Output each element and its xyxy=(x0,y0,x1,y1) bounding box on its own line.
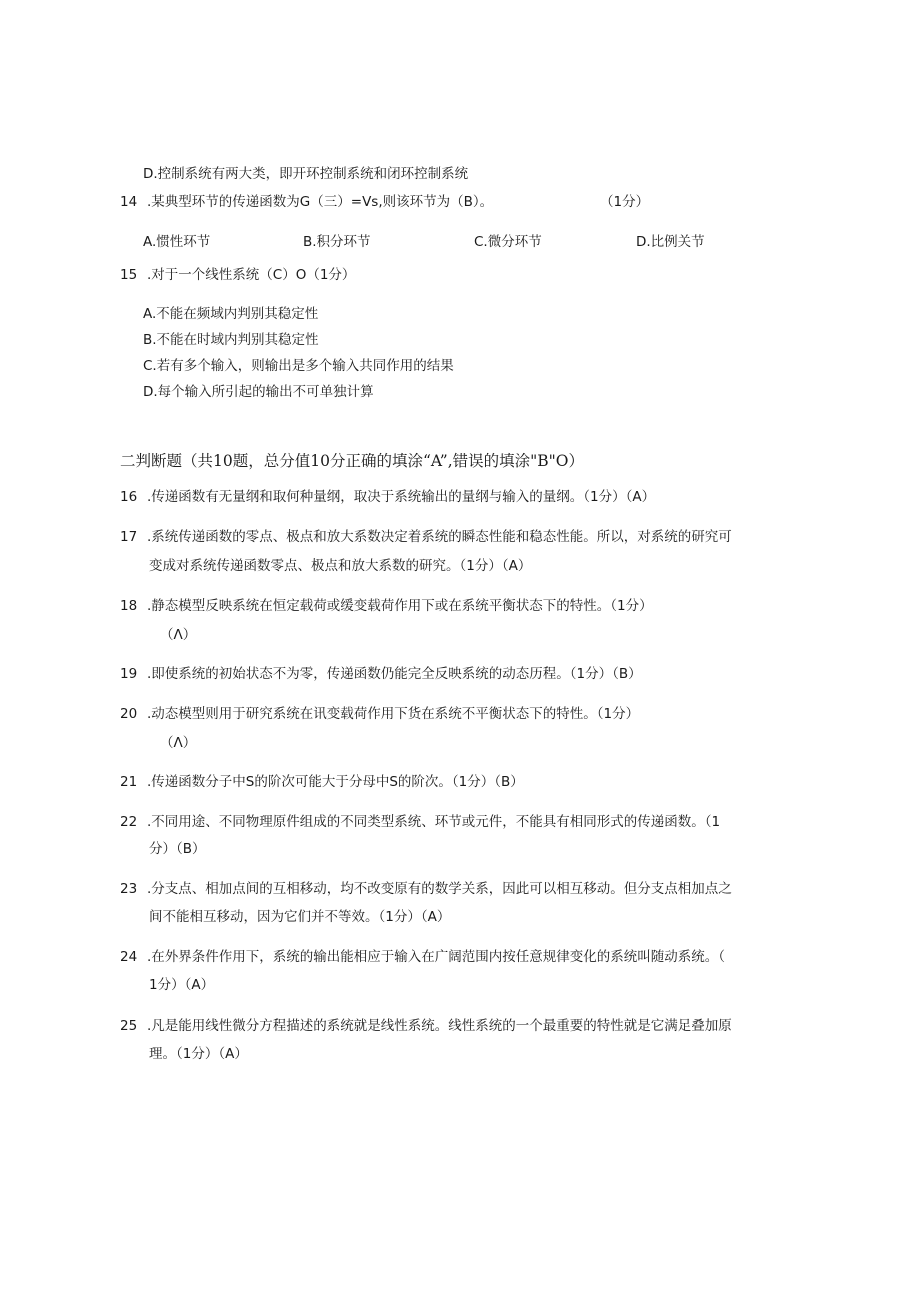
section-heading: 二判断题（共10题，总分值10分正确的填涂“A”,错误的填涂"B"O） xyxy=(120,452,584,470)
question-text: .凡是能用线性微分方程描述的系统就是线性系统。线性系统的一个最重要的特性就是它满足叠加原 xyxy=(147,1018,732,1034)
question-number: 17 xyxy=(120,529,138,545)
question-text-continued: 分）（B） xyxy=(149,841,206,857)
question-text-continued: 1分）（A） xyxy=(149,977,215,993)
option-c: C.若有多个输入，则输出是多个输入共同作用的结果 xyxy=(143,358,454,374)
question-text: .即使系统的初始状态不为零，传递函数仍能完全反映系统的动态历程。（1分）（B） xyxy=(147,666,642,682)
question-text: .对于一个线性系统（C）O（1分） xyxy=(147,267,356,283)
question-number: 16 xyxy=(120,489,138,505)
question-number: 14 xyxy=(120,194,138,210)
option-b: B.不能在时域内判别其稳定性 xyxy=(143,332,319,348)
question-text: .某典型环节的传递函数为G（三）=Vs,则该环节为（B）。 xyxy=(147,194,494,210)
question-answer: （Λ） xyxy=(160,735,197,751)
question-number: 20 xyxy=(120,706,138,722)
question-score: （1分） xyxy=(600,194,650,210)
question-text: .静态模型反映系统在恒定载荷或缓变载荷作用下或在系统平衡状态下的特性。（1分） xyxy=(147,598,653,614)
question-text-continued: 变成对系统传递函数零点、极点和放大系数的研究。（1分）（A） xyxy=(149,558,532,574)
option-b: B.积分环节 xyxy=(303,234,371,250)
question-number: 22 xyxy=(120,814,138,830)
question-number: 19 xyxy=(120,666,138,682)
option-d: D.每个输入所引起的输出不可单独计算 xyxy=(143,384,374,400)
question-number: 23 xyxy=(120,881,138,897)
question-number: 15 xyxy=(120,267,138,283)
question-number: 25 xyxy=(120,1018,138,1034)
option-a: A.不能在频域内判别其稳定性 xyxy=(143,306,319,322)
question-text: .分支点、相加点间的互相移动，均不改变原有的数学关系，因此可以相互移动。但分支点相加点之 xyxy=(147,881,732,897)
question-text-continued: 理。（1分）（A） xyxy=(149,1046,248,1062)
question-text-continued: 间不能相互移动，因为它们并不等效。（1分）（A） xyxy=(149,909,451,925)
option-c: C.微分环节 xyxy=(474,234,542,250)
question-text: .传递函数有无量纲和取何种量纲，取决于系统输出的量纲与输入的量纲。（1分）（A） xyxy=(147,489,656,505)
q13-option-d: D.控制系统有两大类，即开环控制系统和闭环控制系统 xyxy=(143,166,469,182)
question-text: .系统传递函数的零点、极点和放大系数决定着系统的瞬态性能和稳态性能。所以，对系统的研究可 xyxy=(147,529,732,545)
question-number: 21 xyxy=(120,774,138,790)
question-answer: （Λ） xyxy=(160,627,197,643)
question-number: 24 xyxy=(120,949,138,965)
question-text: .不同用途、不同物理原件组成的不同类型系统、环节或元件，不能具有相同形式的传递函数。（1 xyxy=(147,814,721,830)
question-text: .传递函数分子中S的阶次可能大于分母中S的阶次。（1分）（B） xyxy=(147,774,524,790)
option-d: D.比例关节 xyxy=(636,234,705,250)
question-text: .动态模型则用于研究系统在讯变载荷作用下货在系统不平衡状态下的特性。（1分） xyxy=(147,706,640,722)
question-text: .在外界条件作用下，系统的输出能相应于输入在广阔范围内按任意规律变化的系统叫随动系统。（ xyxy=(147,949,726,965)
question-number: 18 xyxy=(120,598,138,614)
option-a: A.惯性环节 xyxy=(143,234,211,250)
